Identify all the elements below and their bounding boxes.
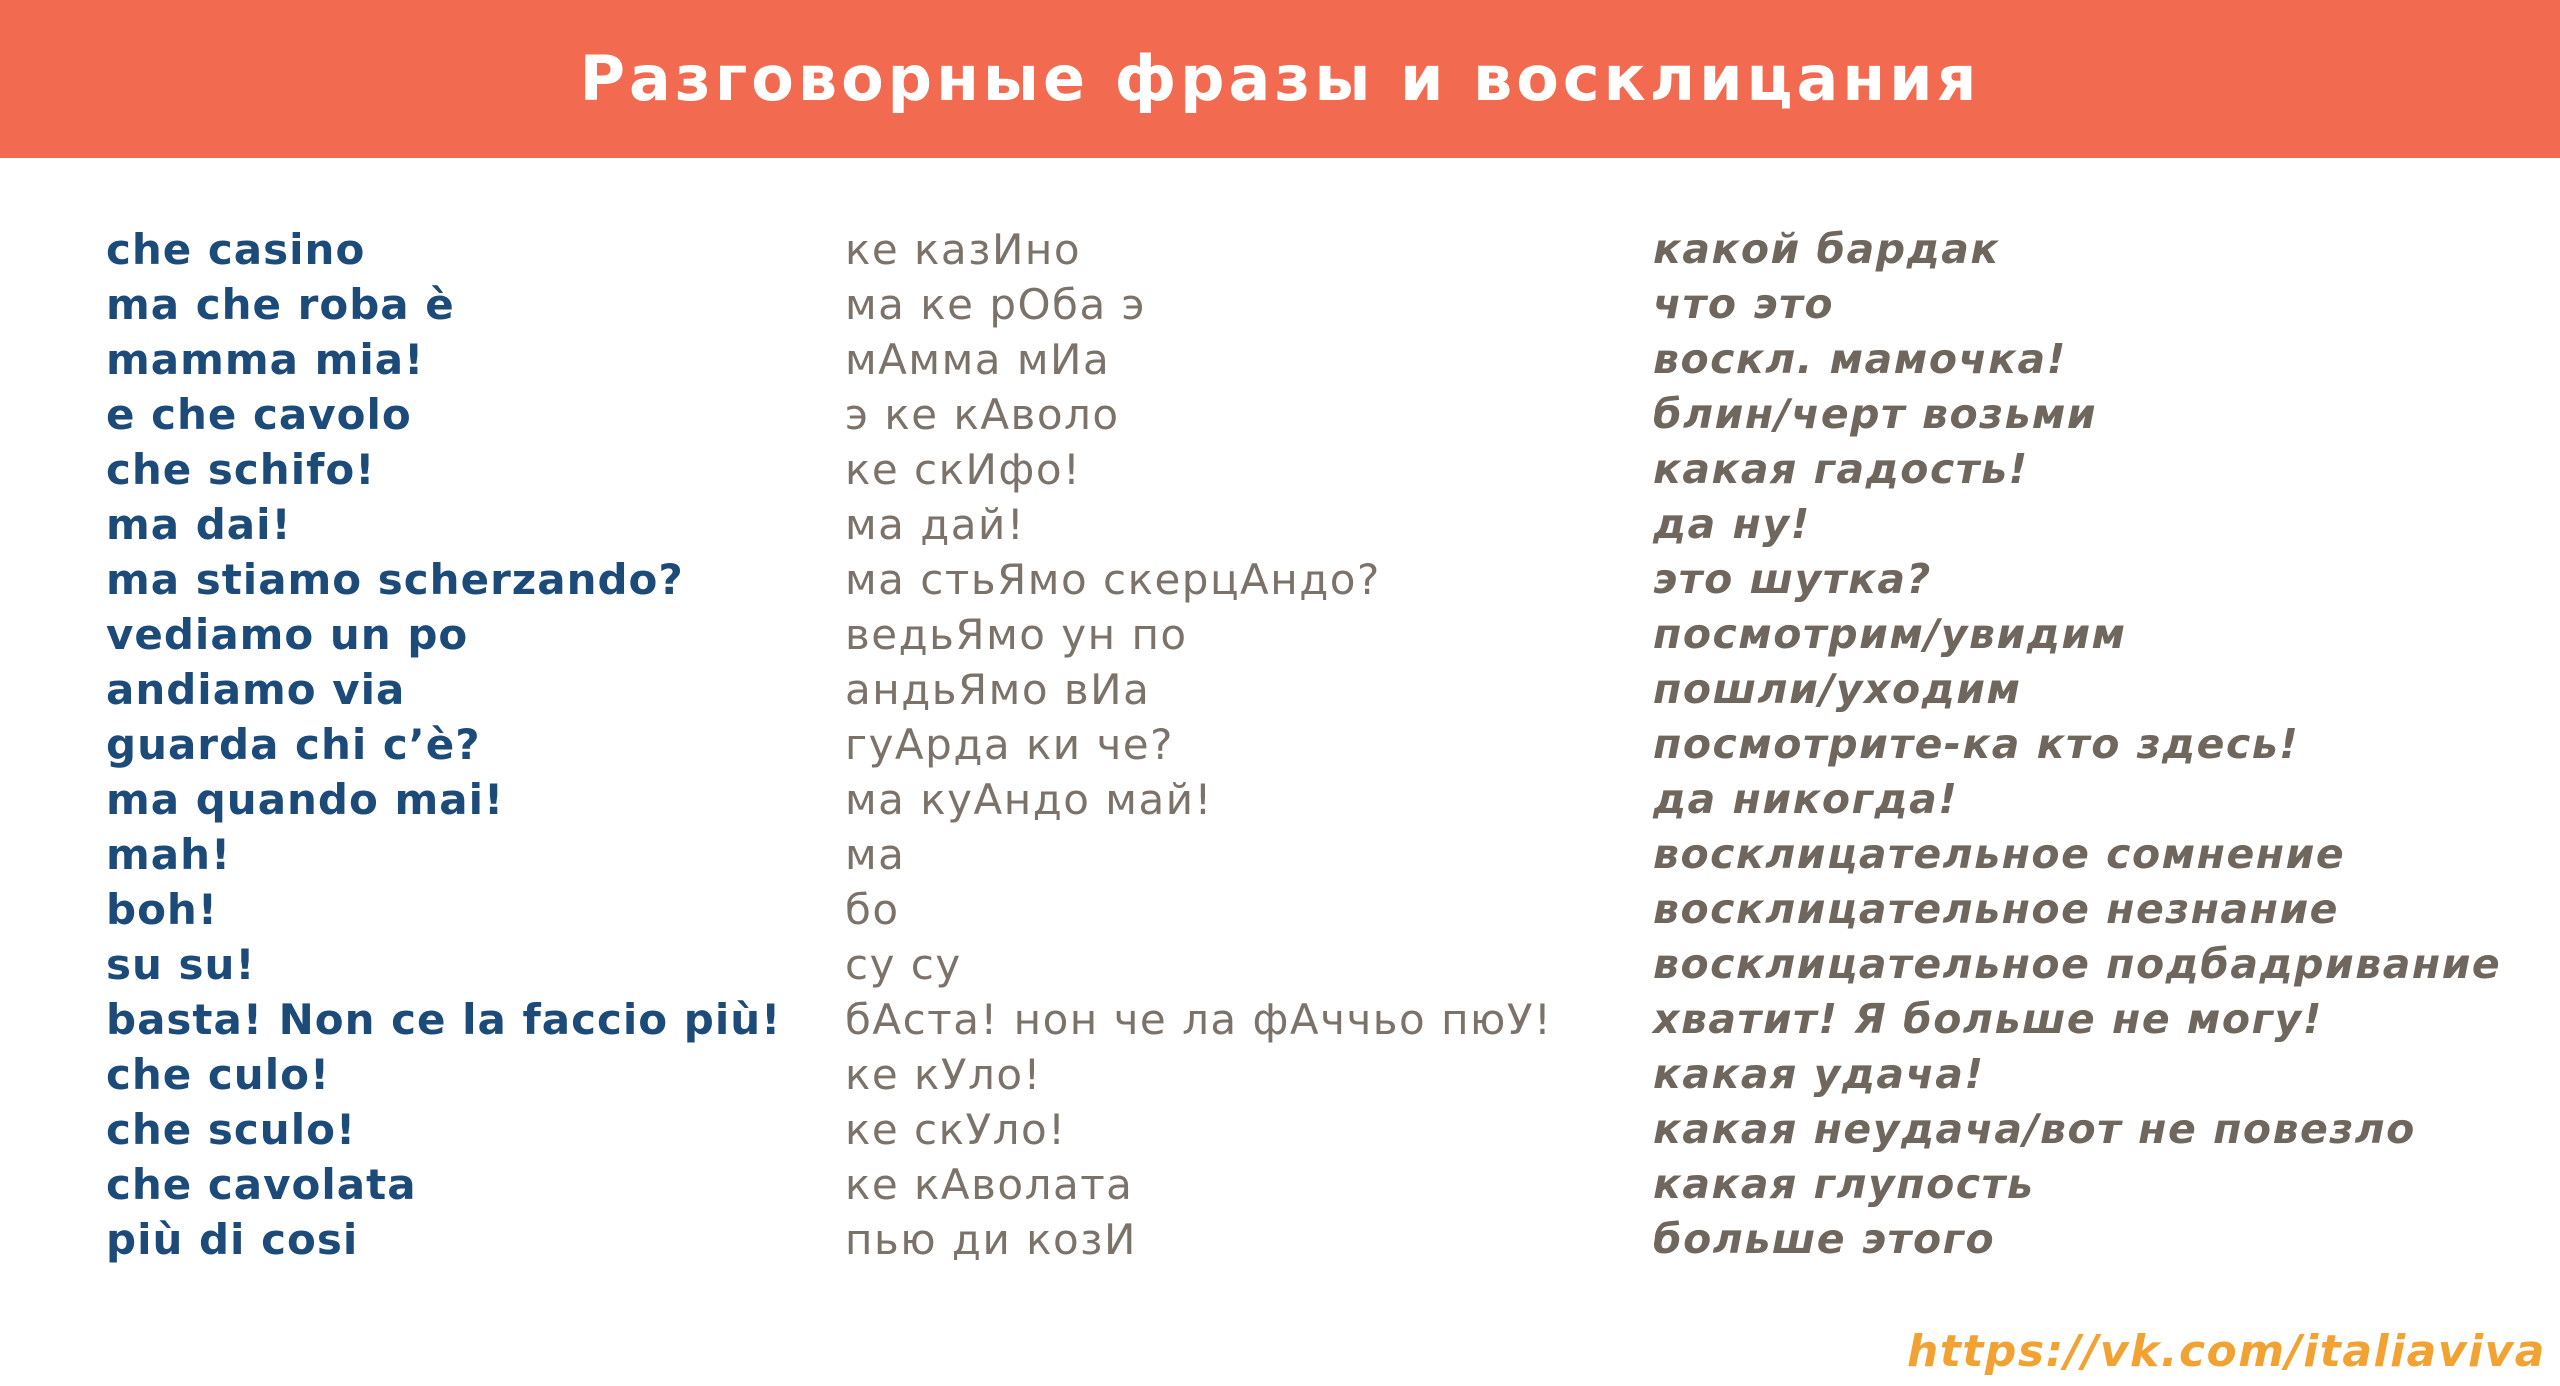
italian-phrase: più di cosi [106,1215,359,1264]
phrase-row [0,222,2560,277]
phrase-row [0,992,2560,1047]
pronunciation: гуАрда ки че? [845,720,1174,769]
phrase-row [0,332,2560,387]
pronunciation: пью ди козИ [845,1215,1137,1264]
translation: какая неудача/вот не повезло [1653,1105,2416,1153]
phrase-row [0,662,2560,717]
translation: какой бардак [1653,225,2000,273]
phrase-row [0,552,2560,607]
italian-phrase: che casino [106,225,366,274]
phrase-row [0,772,2560,827]
phrase-list [0,222,2560,1267]
italian-phrase: guarda chi c’è? [106,720,481,769]
translation: блин/черт возьми [1653,390,2098,438]
pronunciation: ке скИфо! [845,445,1082,494]
italian-phrase: basta! Non ce la faccio più! [106,995,782,1044]
phrase-row [0,277,2560,332]
pronunciation: бо [845,885,900,934]
pronunciation: ма стьЯмо скерцАндо? [845,555,1381,604]
italian-phrase: e che cavolo [106,390,412,439]
phrase-row [0,937,2560,992]
pronunciation: ма ке рОба э [845,280,1147,329]
pronunciation: ке кУло! [845,1050,1042,1099]
phrase-row [0,882,2560,937]
phrase-row [0,442,2560,497]
pronunciation: ке кАволата [845,1160,1134,1209]
italian-phrase: boh! [106,885,218,934]
pronunciation: ма дай! [845,500,1026,549]
translation: да никогда! [1653,775,1959,823]
phrase-row [0,497,2560,552]
pronunciation: ведьЯмо ун по [845,610,1188,659]
translation: восклицательное подбадривание [1653,940,2502,988]
italian-phrase: ma che roba è [106,280,455,329]
italian-phrase: ma dai! [106,500,292,549]
translation: какая удача! [1653,1050,1985,1098]
translation: да ну! [1653,500,1811,548]
phrase-row [0,387,2560,442]
pronunciation: су су [845,940,962,989]
page-title: Разговорные фразы и восклицания [579,42,1981,115]
phrase-row [0,717,2560,772]
italian-phrase: che cavolata [106,1160,417,1209]
translation: посмотрите-ка кто здесь! [1653,720,2300,768]
translation: какая глупость [1653,1160,2035,1208]
footer-link[interactable]: https://vk.com/italiaviva [1907,1326,2546,1377]
pronunciation: мАмма мИа [845,335,1111,384]
header-banner [0,0,2560,158]
italian-phrase: vediamo un po [106,610,469,659]
italian-phrase: andiamo via [106,665,406,714]
phrase-row [0,1212,2560,1267]
pronunciation: ке скУло! [845,1105,1067,1154]
translation: какая гадость! [1653,445,2029,493]
phrase-row [0,827,2560,882]
translation: посмотрим/увидим [1653,610,2127,658]
pronunciation: ма [845,830,906,879]
phrase-row [0,1157,2560,1212]
phrase-row [0,607,2560,662]
italian-phrase: su su! [106,940,256,989]
translation: хватит! Я больше не могу! [1653,995,2323,1043]
pronunciation: ке казИно [845,225,1082,274]
pronunciation: ма куАндо май! [845,775,1213,824]
pronunciation: андьЯмо вИа [845,665,1151,714]
translation: восклицательное сомнение [1653,830,2346,878]
italian-phrase: che sculo! [106,1105,357,1154]
italian-phrase: mamma mia! [106,335,425,384]
translation: больше этого [1653,1215,1996,1263]
translation: воскл. мамочка! [1653,335,2067,383]
translation: пошли/уходим [1653,665,2022,713]
italian-phrase: ma stiamo scherzando? [106,555,684,604]
pronunciation: бАста! нон че ла фАччьо пюУ! [845,995,1553,1044]
italian-phrase: che schifo! [106,445,376,494]
translation: это шутка? [1653,555,1932,603]
italian-phrase: ma quando mai! [106,775,505,824]
italian-phrase: che culo! [106,1050,331,1099]
translation: восклицательное незнание [1653,885,2339,933]
translation: что это [1653,280,1835,328]
pronunciation: э ке кАволо [845,390,1120,439]
phrase-row [0,1047,2560,1102]
phrase-row [0,1102,2560,1157]
italian-phrase: mah! [106,830,232,879]
